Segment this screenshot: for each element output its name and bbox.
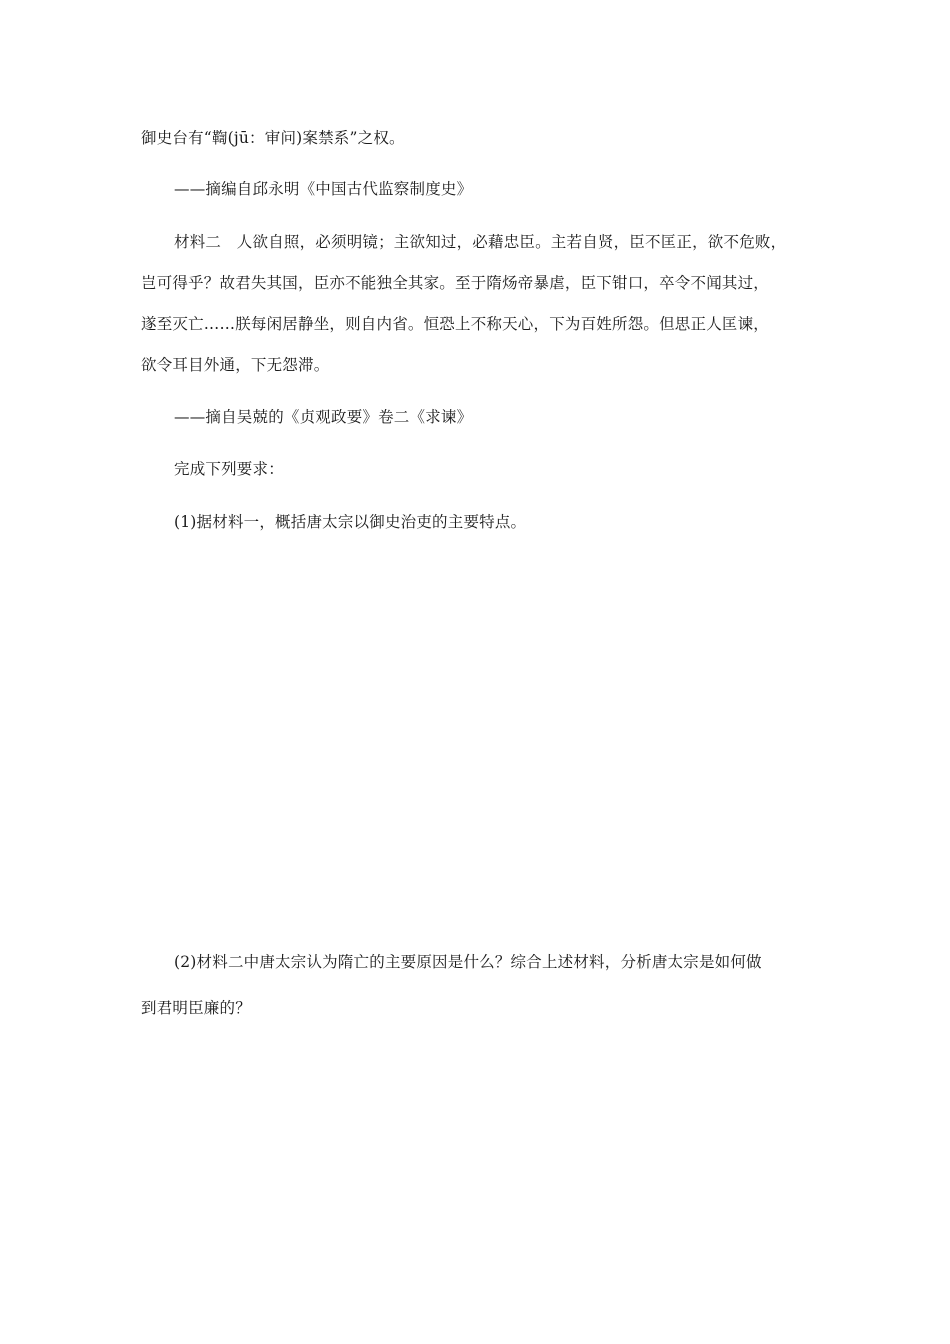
material2-line-3: 遂至灭亡……朕每闲居静坐，则自内省。恒恐上不称天心，下为百姓所怨。但思正人匡谏， [141,315,770,333]
material2-line-1: 材料二 人欲自照，必须明镜；主欲知过，必藉忠臣。主若自贤，臣不匡正，欲不危败， [174,233,787,251]
question-2-line-2: 到君明臣廉的？ [141,999,251,1017]
question-1: (1)据材料一，概括唐太宗以御史治吏的主要特点。 [174,513,527,531]
source-2: ——摘自吴兢的《贞观政要》卷二《求谏》 [174,408,473,426]
material1-tail: 御史台有“鞫(jū：审问)案禁系”之权。 [141,129,405,147]
instruction: 完成下列要求： [174,460,284,478]
source-1: ——摘编自邱永明《中国古代监察制度史》 [174,180,473,198]
material2-line-2: 岂可得乎？故君失其国，臣亦不能独全其家。至于隋炀帝暴虐，臣下钳口，卒令不闻其过， [141,274,770,292]
question-2-line-1: (2)材料二中唐太宗认为隋亡的主要原因是什么？综合上述材料，分析唐太宗是如何做 [174,953,762,971]
material2-line-4: 欲令耳目外通，下无怨滞。 [141,356,330,374]
